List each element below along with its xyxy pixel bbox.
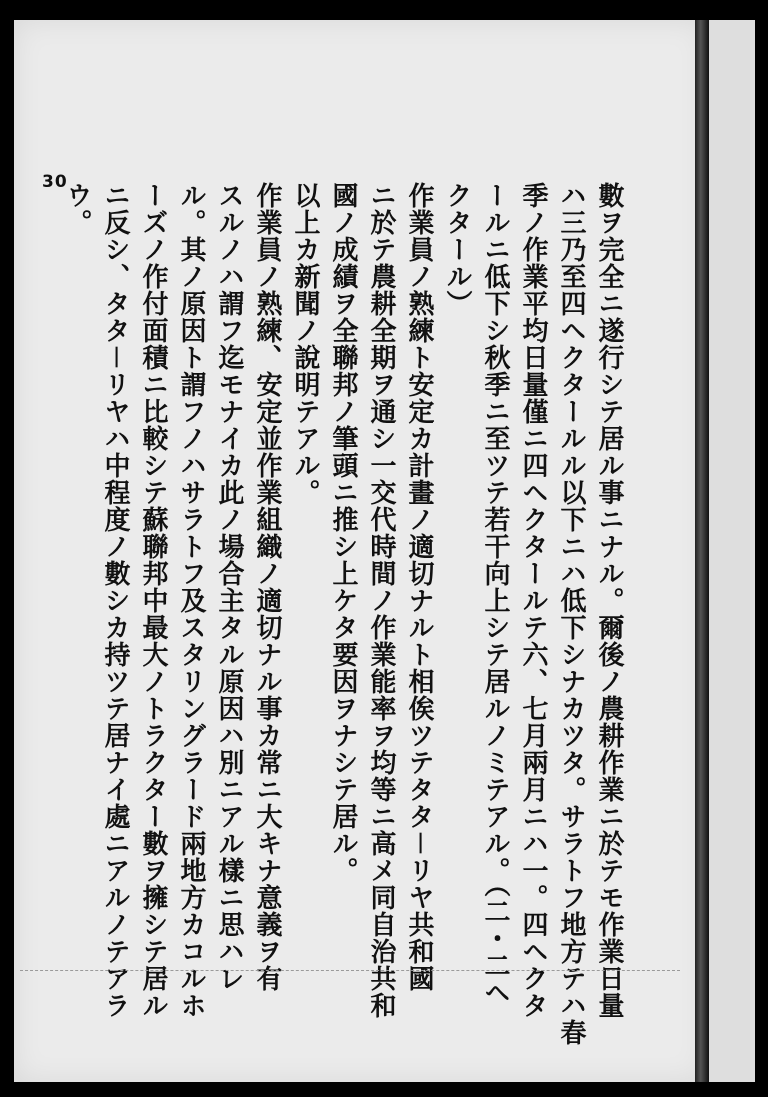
text-column-10: 作業員ノ熟練、安定並作業組織ノ適切ナル事カ常ニ大キナ意義ヲ有 (252, 182, 282, 992)
text-column-11: スルノハ謂フ迄モナイカ此ノ場合主タル原因ハ別ニアル樣ニ思ハレ (214, 182, 244, 992)
text-column-7: ニ於テ農耕全期ヲ通シ一交代時間ノ作業能率ヲ均等ニ高メ同自治共和 (366, 182, 396, 1019)
text-column-9: 以上カ新聞ノ說明テアル。 (290, 182, 320, 506)
book-spine (695, 20, 709, 1082)
bottom-rule (20, 970, 680, 971)
text-column-3: 季ノ作業平均日量僅ニ四ヘクタールテ六、七月兩月ニハ一。四ヘクタ (518, 182, 548, 1019)
text-column-12: ル。其ノ原因ト謂フノハサラトフ及スタリングラード兩地方カコルホ (176, 182, 206, 1019)
page-number: 30 (42, 172, 68, 192)
text-column-6: 作業員ノ熟練ト安定カ計畫ノ適切ナルト相俟ツテタタ－リヤ共和國 (404, 182, 434, 992)
text-column-13: ーズノ作付面積ニ比較シテ蘇聯邦中最大ノトラクター數ヲ擁シテ居ル (138, 182, 168, 1019)
text-column-14: ニ反シ、タタ－リヤハ中程度ノ數シカ持ツテ居ナイ處ニアルノテアラ (100, 182, 130, 1019)
text-column-2: ハ三乃至四ヘクタールル以下ニハ低下シナカツタ。サラトフ地方テハ春 (556, 182, 586, 1046)
text-column-4: ールニ低下シ秋季ニ至ツテ若干向上シテ居ルノミテアル。（二・二ヘ (480, 182, 510, 1006)
text-column-1: 數ヲ完全ニ遂行シテ居ル事ニナル。爾後ノ農耕作業ニ於テモ作業日量 (594, 182, 624, 1019)
text-column-15: ウ。 (62, 182, 92, 236)
facing-page-edge (709, 20, 755, 1082)
text-column-8: 國ノ成績ヲ全聯邦ノ筆頭ニ推シ上ケタ要因ヲナシテ居ル。 (328, 182, 358, 884)
text-column-5: クタール） (442, 182, 472, 317)
